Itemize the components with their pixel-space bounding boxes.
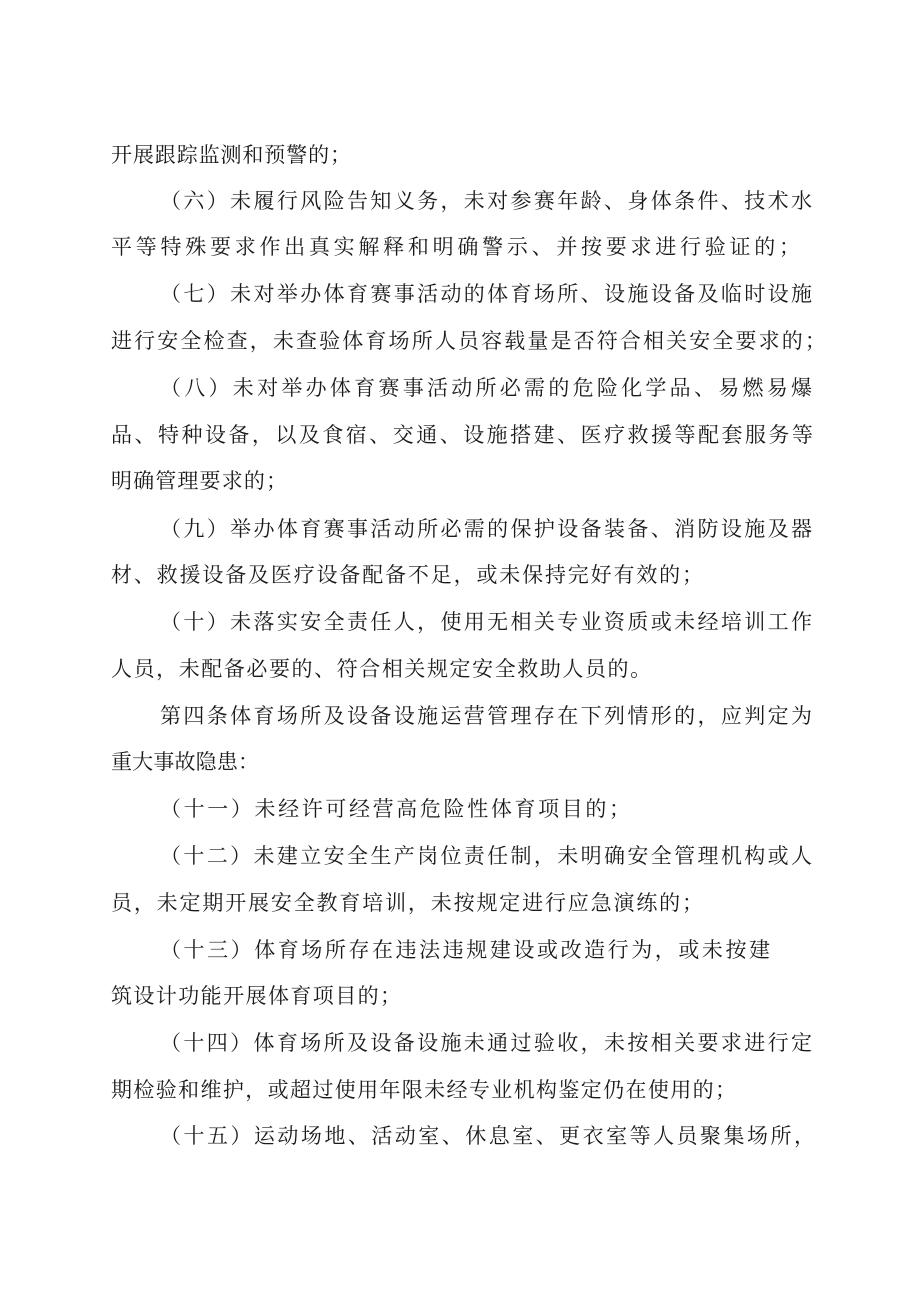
text-line-20: （十四）体育场所及设备设施未通过验收，未按相关要求进行定: [160, 1031, 815, 1055]
text-line-13: 第四条体育场所及设备设施运营管理存在下列情形的，应判定为: [160, 704, 815, 728]
text-line-10: 材、救援设备及医疗设备配备不足，或未保持完好有效的；: [111, 563, 705, 587]
text-line-17: 员，未定期开展安全教育培训，未按规定进行应急演练的；: [111, 891, 705, 915]
text-line-15: （十一）未经许可经营高危险性体育项目的；: [160, 797, 633, 821]
text-line-21: 期检验和维护，或超过使用年限未经专业机构鉴定仍在使用的；: [111, 1078, 738, 1102]
text-line-19: 筑设计功能开展体育项目的；: [111, 984, 403, 1008]
text-line-12: 人员，未配备必要的、符合相关规定安全救助人员的。: [111, 657, 653, 681]
text-line-3: 平等特殊要求作出真实解释和明确警示、并按要求进行验证的；: [111, 235, 804, 259]
text-line-14: 重大事故隐患：: [111, 750, 260, 774]
text-line-18: （十三）体育场所存在违法违规建设或改造行为，或未按建: [160, 938, 773, 962]
text-line-8: 明确管理要求的；: [111, 469, 289, 493]
text-line-16: （十二）未建立安全生产岗位责任制，未明确安全管理机构或人: [160, 844, 815, 868]
text-line-4: （七）未对举办体育赛事活动的体育场所、设施设备及临时设施: [160, 282, 815, 306]
text-line-22: （十五）运动场地、活动室、休息室、更衣室等人员聚集场所，: [160, 1124, 818, 1148]
text-line-2: （六）未履行风险告知义务，未对参赛年龄、身体条件、技术水: [160, 189, 815, 213]
text-line-1: 开展跟踪监测和预警的；: [111, 143, 352, 167]
text-line-7: 品、特种设备，以及食宿、交通、设施搭建、医疗救援等配套服务等: [111, 423, 816, 447]
text-line-5: 进行安全检查，未查验体育场所人员容载量是否符合相关安全要求的；: [111, 329, 829, 353]
text-line-6: （八）未对举办体育赛事活动所必需的危险化学品、易燃易爆: [160, 376, 816, 400]
text-line-11: （十）未落实安全责任人，使用无相关专业资质或未经培训工作: [160, 610, 815, 634]
text-line-9: （九）举办体育赛事活动所必需的保护设备装备、消防设施及器: [160, 517, 815, 541]
